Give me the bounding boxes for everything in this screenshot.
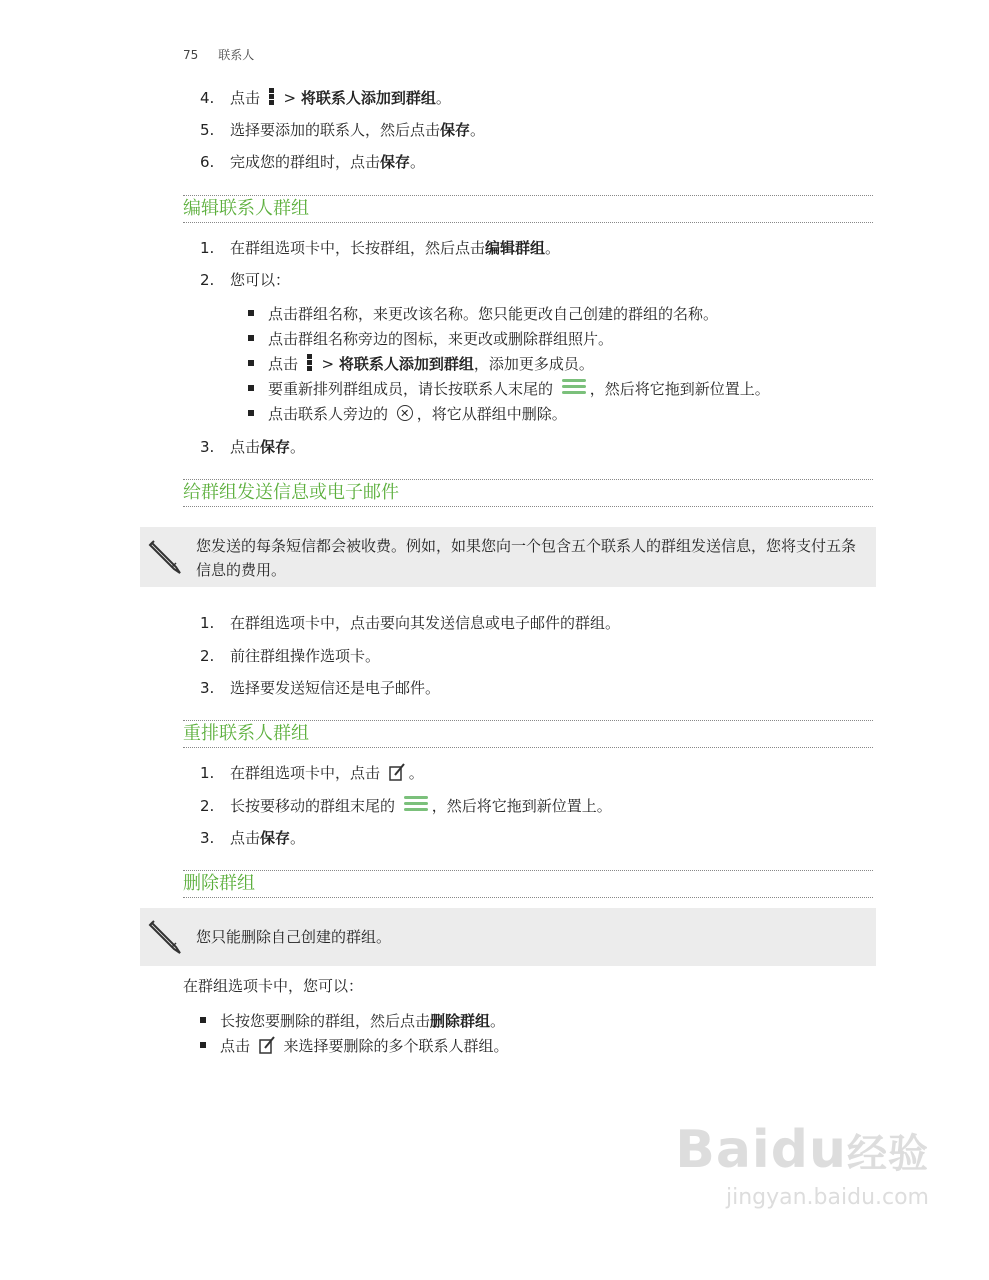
note-box xyxy=(140,908,876,966)
bullet-item: 点击联系人旁边的 ✕ ，将它从群组中删除。 xyxy=(248,403,567,425)
list-item: 2. 前往群组操作选项卡。 xyxy=(200,647,381,665)
note-box xyxy=(140,527,876,587)
page-header xyxy=(183,46,254,63)
list-item: 3. 点击保存。 xyxy=(200,829,306,847)
bullet-item: 点击 > 将联系人添加到群组，添加更多成员。 xyxy=(248,353,594,375)
edit-icon xyxy=(389,763,405,781)
bullet-item: 长按您要删除的群组，然后点击删除群组。 xyxy=(200,1010,505,1032)
bullet-item: 点击群组名称旁边的图标，来更改或删除群组照片。 xyxy=(248,328,613,350)
vertical-dots-icon xyxy=(269,88,275,106)
watermark: Baidu经验 jingyan.baidu.com xyxy=(675,1120,929,1210)
chapter-title: 联系人 xyxy=(218,48,255,62)
list-item: 6. 完成您的群组时，点击保存。 xyxy=(200,153,426,171)
section-title-send: 给群组发送信息或电子邮件 xyxy=(183,479,873,507)
list-item: 3. 选择要发送短信还是电子邮件。 xyxy=(200,679,441,697)
section-title-delete: 删除群组 xyxy=(183,870,873,898)
list-item: 2. 您可以： xyxy=(200,271,291,289)
list-item: 5. 选择要添加的联系人，然后点击保存。 xyxy=(200,121,486,139)
pencil-note-icon xyxy=(146,917,186,957)
pencil-note-icon xyxy=(146,537,186,577)
vertical-dots-icon xyxy=(307,354,313,372)
note-text: 您只能删除自己创建的群组。 xyxy=(196,928,392,946)
bullet-item: 点击 来选择要删除的多个联系人群组。 xyxy=(200,1035,509,1057)
section-title-rearrange: 重排联系人群组 xyxy=(183,720,873,748)
note-text: 您发送的每条短信都会被收费。例如，如果您向一个包含五个联系人的群组发送信息，您将支付五条信息的费用。 xyxy=(196,537,857,579)
delete-intro: 在群组选项卡中，您可以： xyxy=(183,977,364,995)
list-item: 1. 在群组选项卡中，点击 。 xyxy=(200,764,424,782)
list-item: 3. 点击保存。 xyxy=(200,438,306,456)
page-number: 75 xyxy=(183,48,199,62)
drag-handle-icon xyxy=(562,379,586,397)
remove-circle-icon: ✕ xyxy=(397,405,413,421)
list-item: 4. 点击 > 将联系人添加到群组。 xyxy=(200,89,451,107)
list-item: 1. 在群组选项卡中，点击要向其发送信息或电子邮件的群组。 xyxy=(200,614,621,632)
bullet-item: 点击群组名称，来更改该名称。您只能更改自己创建的群组的名称。 xyxy=(248,303,718,325)
list-item: 2. 长按要移动的群组末尾的 ，然后将它拖到新位置上。 xyxy=(200,797,612,815)
bullet-item: 要重新排列群组成员，请长按联系人末尾的 ，然后将它拖到新位置上。 xyxy=(248,378,770,400)
section-title-edit: 编辑联系人群组 xyxy=(183,195,873,223)
watermark-url: jingyan.baidu.com xyxy=(725,1185,929,1210)
edit-icon xyxy=(259,1036,275,1054)
drag-handle-icon xyxy=(404,796,428,814)
list-item: 1. 在群组选项卡中，长按群组，然后点击编辑群组。 xyxy=(200,239,561,257)
